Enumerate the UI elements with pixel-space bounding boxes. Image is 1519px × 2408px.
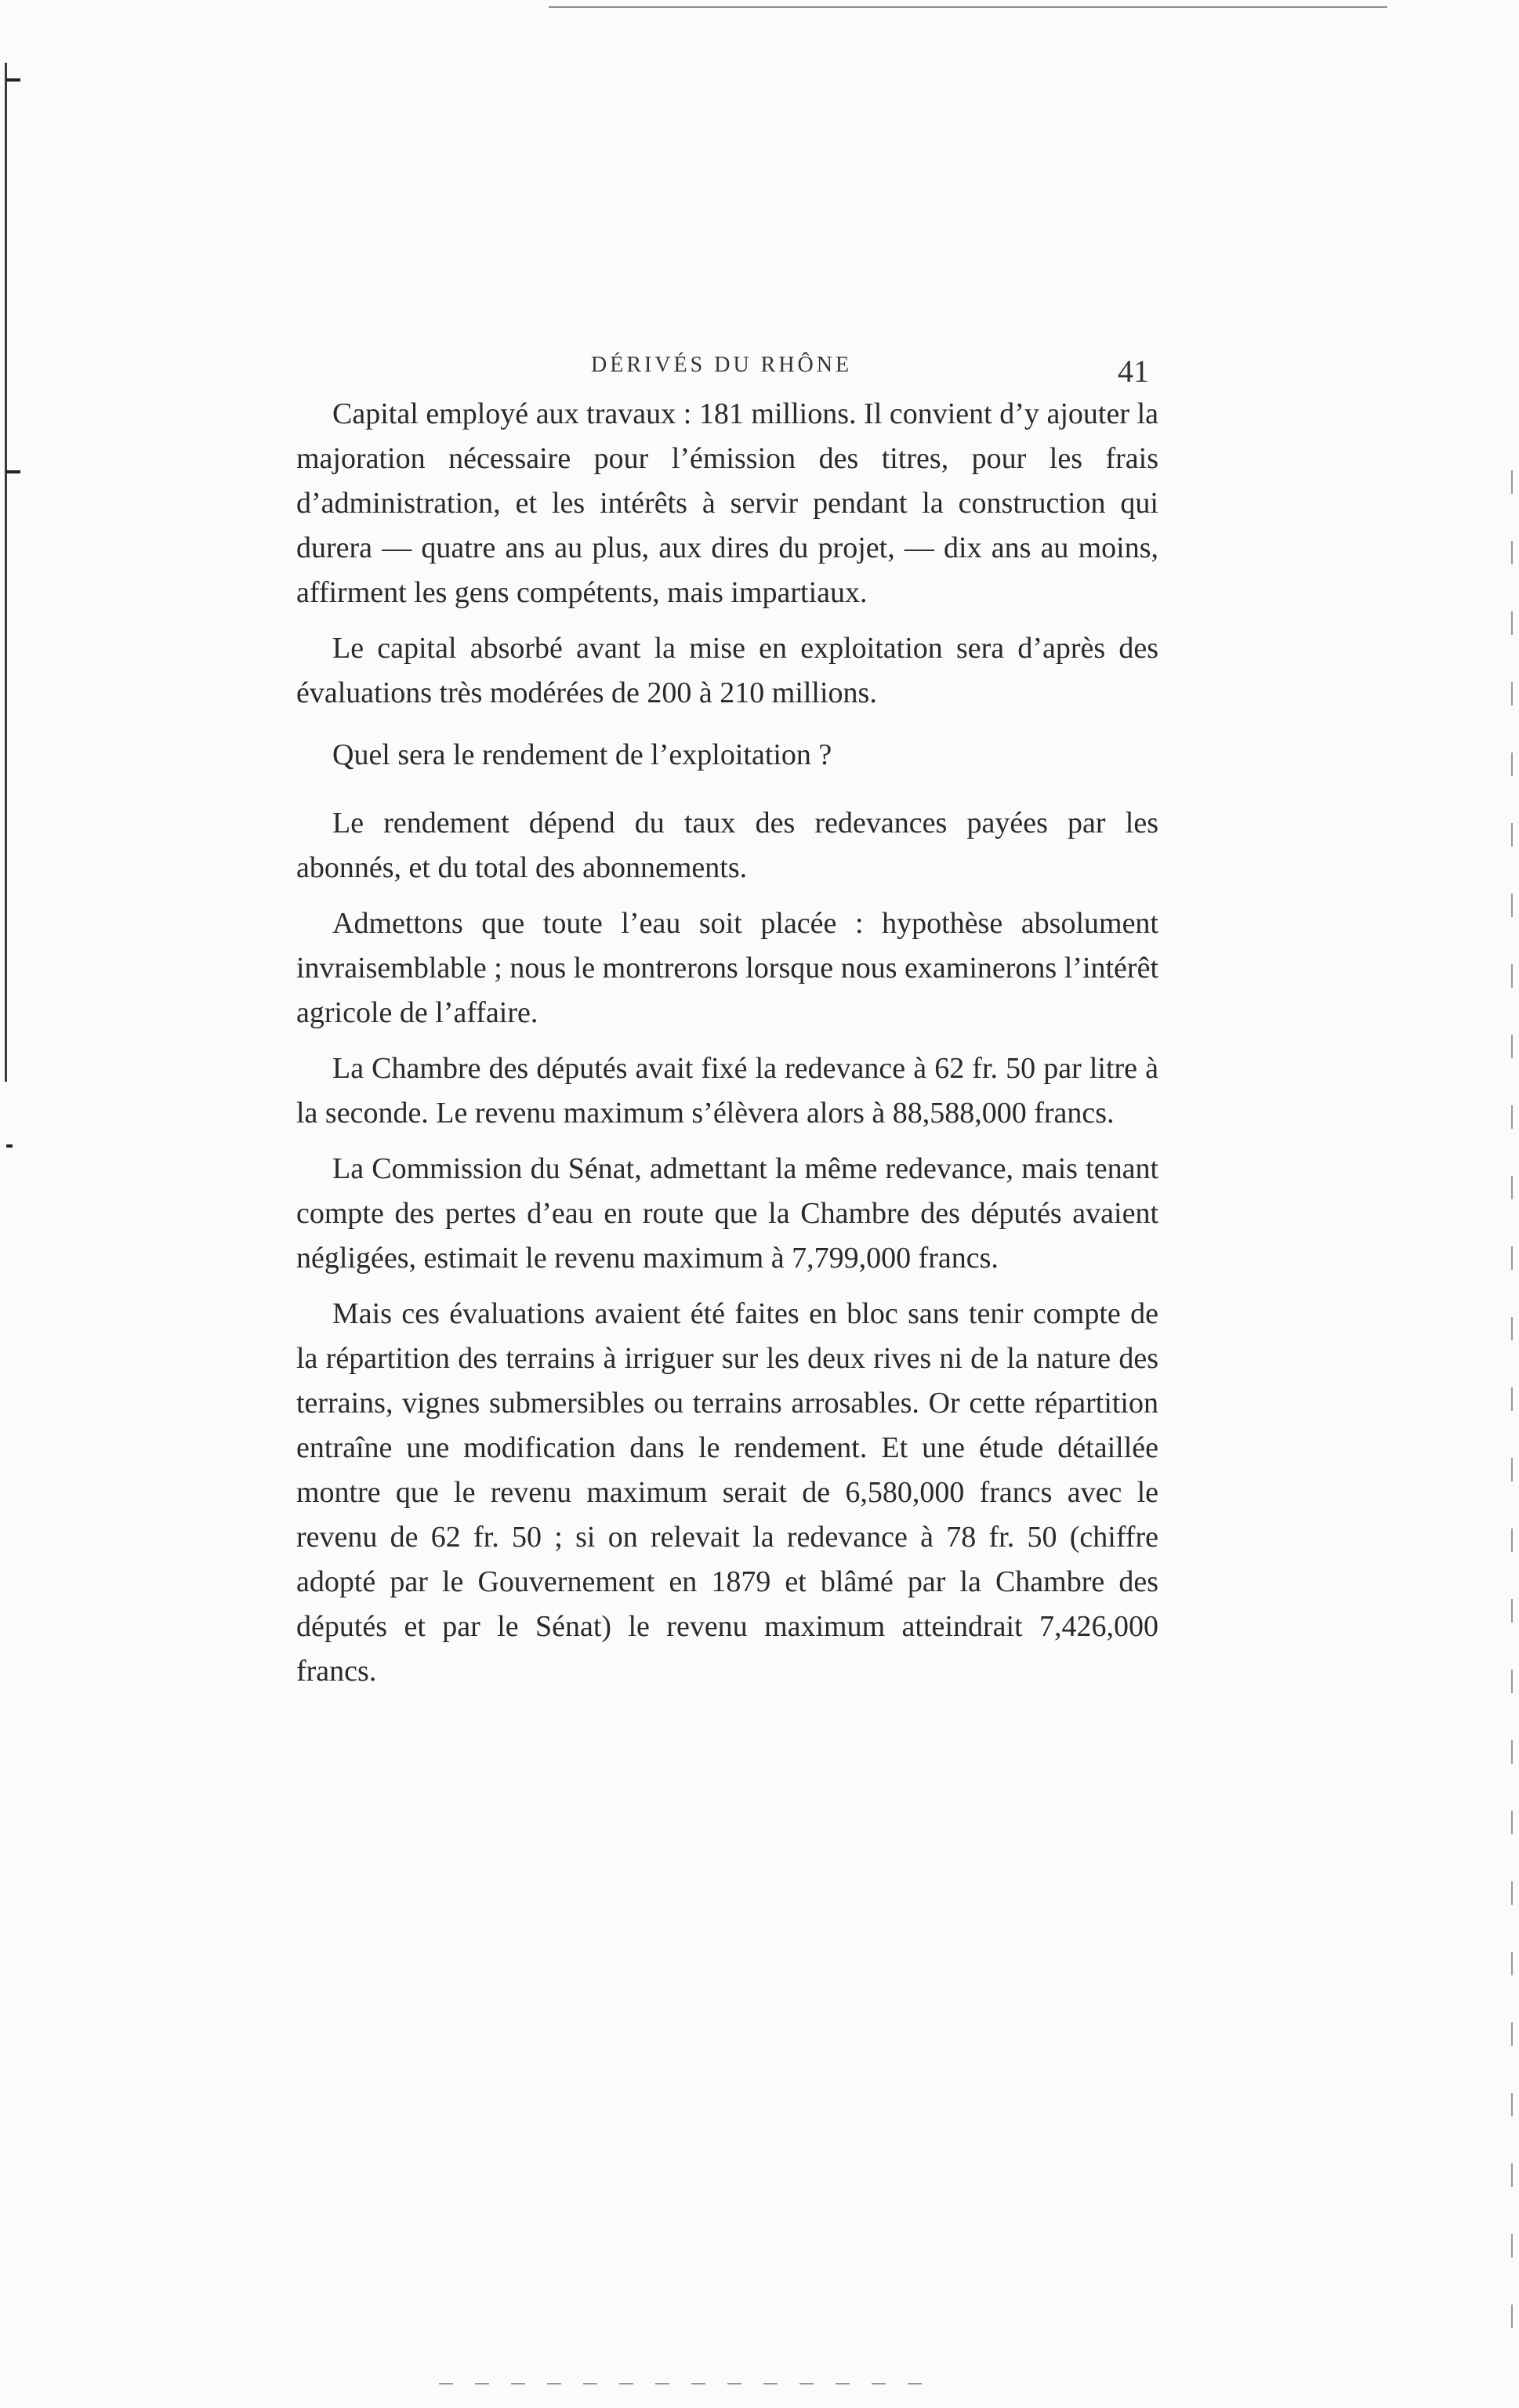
scan-top-rule bbox=[549, 6, 1387, 8]
body-text bbox=[296, 392, 1158, 1694]
scan-left-edge bbox=[5, 63, 7, 1082]
running-head-title: DÉRIVÉS DU RHÔNE bbox=[591, 353, 853, 377]
page-number: 41 bbox=[1118, 354, 1149, 389]
paragraph-evaluations: Mais ces évaluations avaient été faites en bloc sans tenir compte de la répartition des terrains à irriguer sur les deux rives ni de la nature des terrains, vignes submersibles ou terrains arrosables. Or cette répartition entraîne une modification dans le rendement. Et une étude détaillée montre que le revenu maximum serait de 6,580,000 francs avec le revenu de 62 fr. 50 ; si on relevait la redevance à 78 fr. 50 (chiffre adopté par le Gouvernement en 1879 et blâmé par la Chambre des députés et par le Sénat) le revenu maximum atteindrait 7,426,000 francs. bbox=[296, 1297, 1158, 1688]
running-head bbox=[296, 345, 1158, 392]
paragraph-rendement: Le rendement dépend du taux des redevances payées par les abonnés, et du total des abonnements. bbox=[296, 807, 1158, 884]
paragraph-capital-absorbed: Le capital absorbé avant la mise en exploitation sera d’après des évaluations très modérées de 200 à 210 millions. bbox=[296, 632, 1158, 709]
paragraph-question: Quel sera le rendement de l’exploitation ? bbox=[332, 738, 832, 771]
paragraph-admettons: Admettons que toute l’eau soit placée : hypothèse absolument invraisemblable ; nous le montrerons lorsque nous examinerons l’intérêt agricole de l’affaire. bbox=[296, 907, 1158, 1029]
paragraph-chambre-deputes: La Chambre des députés avait fixé la redevance à 62 fr. 50 par litre à la seconde. Le revenu maximum s’élèvera alors à 88,588,000 francs. bbox=[296, 1052, 1158, 1130]
scan-bottom-dashes bbox=[439, 2383, 941, 2384]
book-page bbox=[296, 345, 1158, 1705]
scan-left-mark bbox=[6, 470, 20, 473]
scan-right-edge bbox=[1511, 470, 1513, 2352]
paragraph-capital-employed: Capital employé aux travaux : 181 millions. Il convient d’y ajouter la majoration nécessaire pour l’émission des titres, pour les frais d’administration, et les intérêts à servir pendant la construction qui durera — quatre ans au plus, aux dires du projet, — dix ans au moins, affirment les gens compétents, mais impartiaux. bbox=[296, 397, 1158, 609]
scan-left-mark bbox=[6, 78, 20, 82]
scan-left-mark bbox=[6, 1144, 13, 1148]
paragraph-commission-senat: La Commission du Sénat, admettant la même redevance, mais tenant compte des pertes d’eau en route que la Chambre des députés avaient négligées, estimait le revenu maximum à 7,799,000 francs. bbox=[296, 1152, 1158, 1275]
